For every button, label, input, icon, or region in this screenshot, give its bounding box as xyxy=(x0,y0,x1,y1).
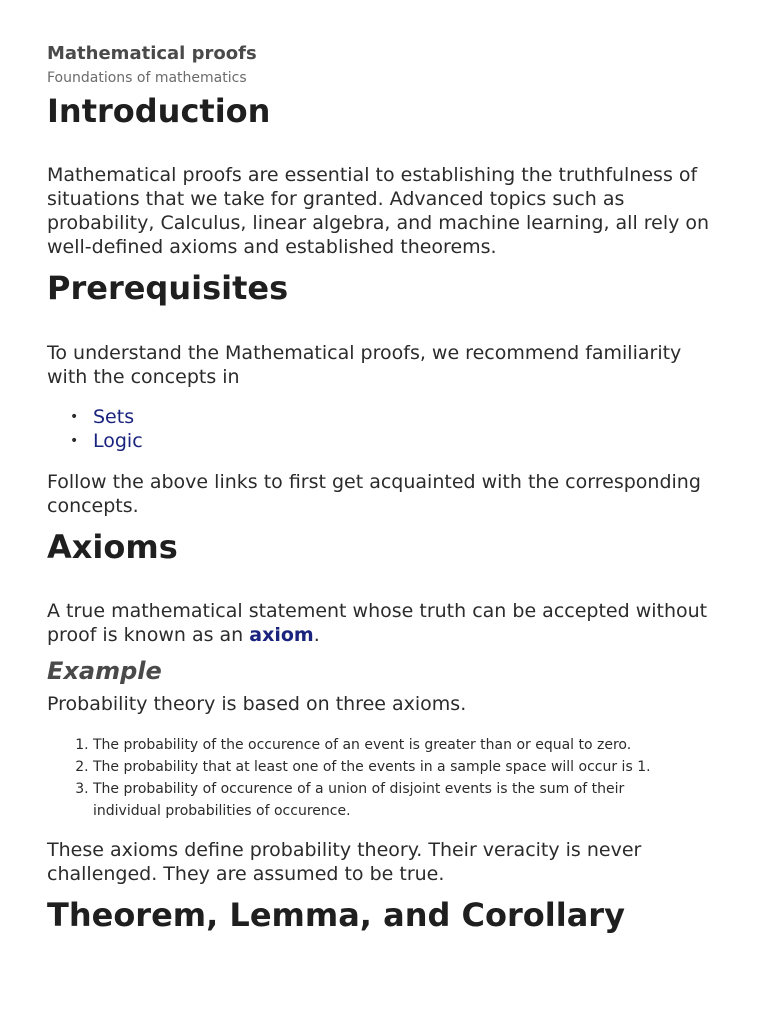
example-intro: Probability theory is based on three axioms. xyxy=(47,693,467,715)
axiom-definition-end: . xyxy=(313,624,320,646)
list-item xyxy=(93,429,143,453)
axiom-link[interactable]: axiom xyxy=(249,624,314,646)
axiom-definition-text: A true mathematical statement whose truth can be accepted without proof is known as an xyxy=(47,600,708,646)
follow-links-paragraph: Follow the above links to first get acquainted with the corresponding concepts. xyxy=(47,471,701,517)
prerequisite-links-list xyxy=(47,405,143,453)
example-heading: Example xyxy=(47,657,162,685)
site-subtitle: Foundations of mathematics xyxy=(47,70,247,86)
list-item: 2. The probability that at least one of the events in a sample space will occur is 1. xyxy=(93,756,688,778)
axioms-conclusion: These axioms define probability theory. Their veracity is never challenged. They are assumed to be true. xyxy=(47,839,642,885)
site-title[interactable]: Mathematical proofs xyxy=(47,43,257,64)
axioms-list xyxy=(47,734,688,822)
heading-theorem: Theorem, Lemma, and Corollary xyxy=(47,896,625,934)
link-sets[interactable]: Sets xyxy=(93,406,135,428)
list-item xyxy=(93,405,143,429)
list-item: 1. The probability of the occurence of an event is greater than or equal to zero. xyxy=(93,734,688,756)
list-item: 3. The probability of occurence of a union of disjoint events is the sum of their individual probabilities of occurence. xyxy=(93,778,688,822)
introduction-paragraph: Mathematical proofs are essential to establishing the truthfulness of situations that we take for granted. Advanced topics such as probability, Calculus, linear algebra, and machine learning, all rely on well-defined axioms and established theorems. xyxy=(47,164,710,258)
heading-introduction: Introduction xyxy=(47,92,271,130)
axiom-definition-paragraph xyxy=(47,599,721,647)
prerequisites-paragraph: To understand the Mathematical proofs, we recommend familiarity with the concepts in xyxy=(47,342,682,388)
heading-axioms: Axioms xyxy=(47,528,178,566)
heading-prerequisites: Prerequisites xyxy=(47,269,289,307)
link-logic[interactable]: Logic xyxy=(93,430,143,452)
